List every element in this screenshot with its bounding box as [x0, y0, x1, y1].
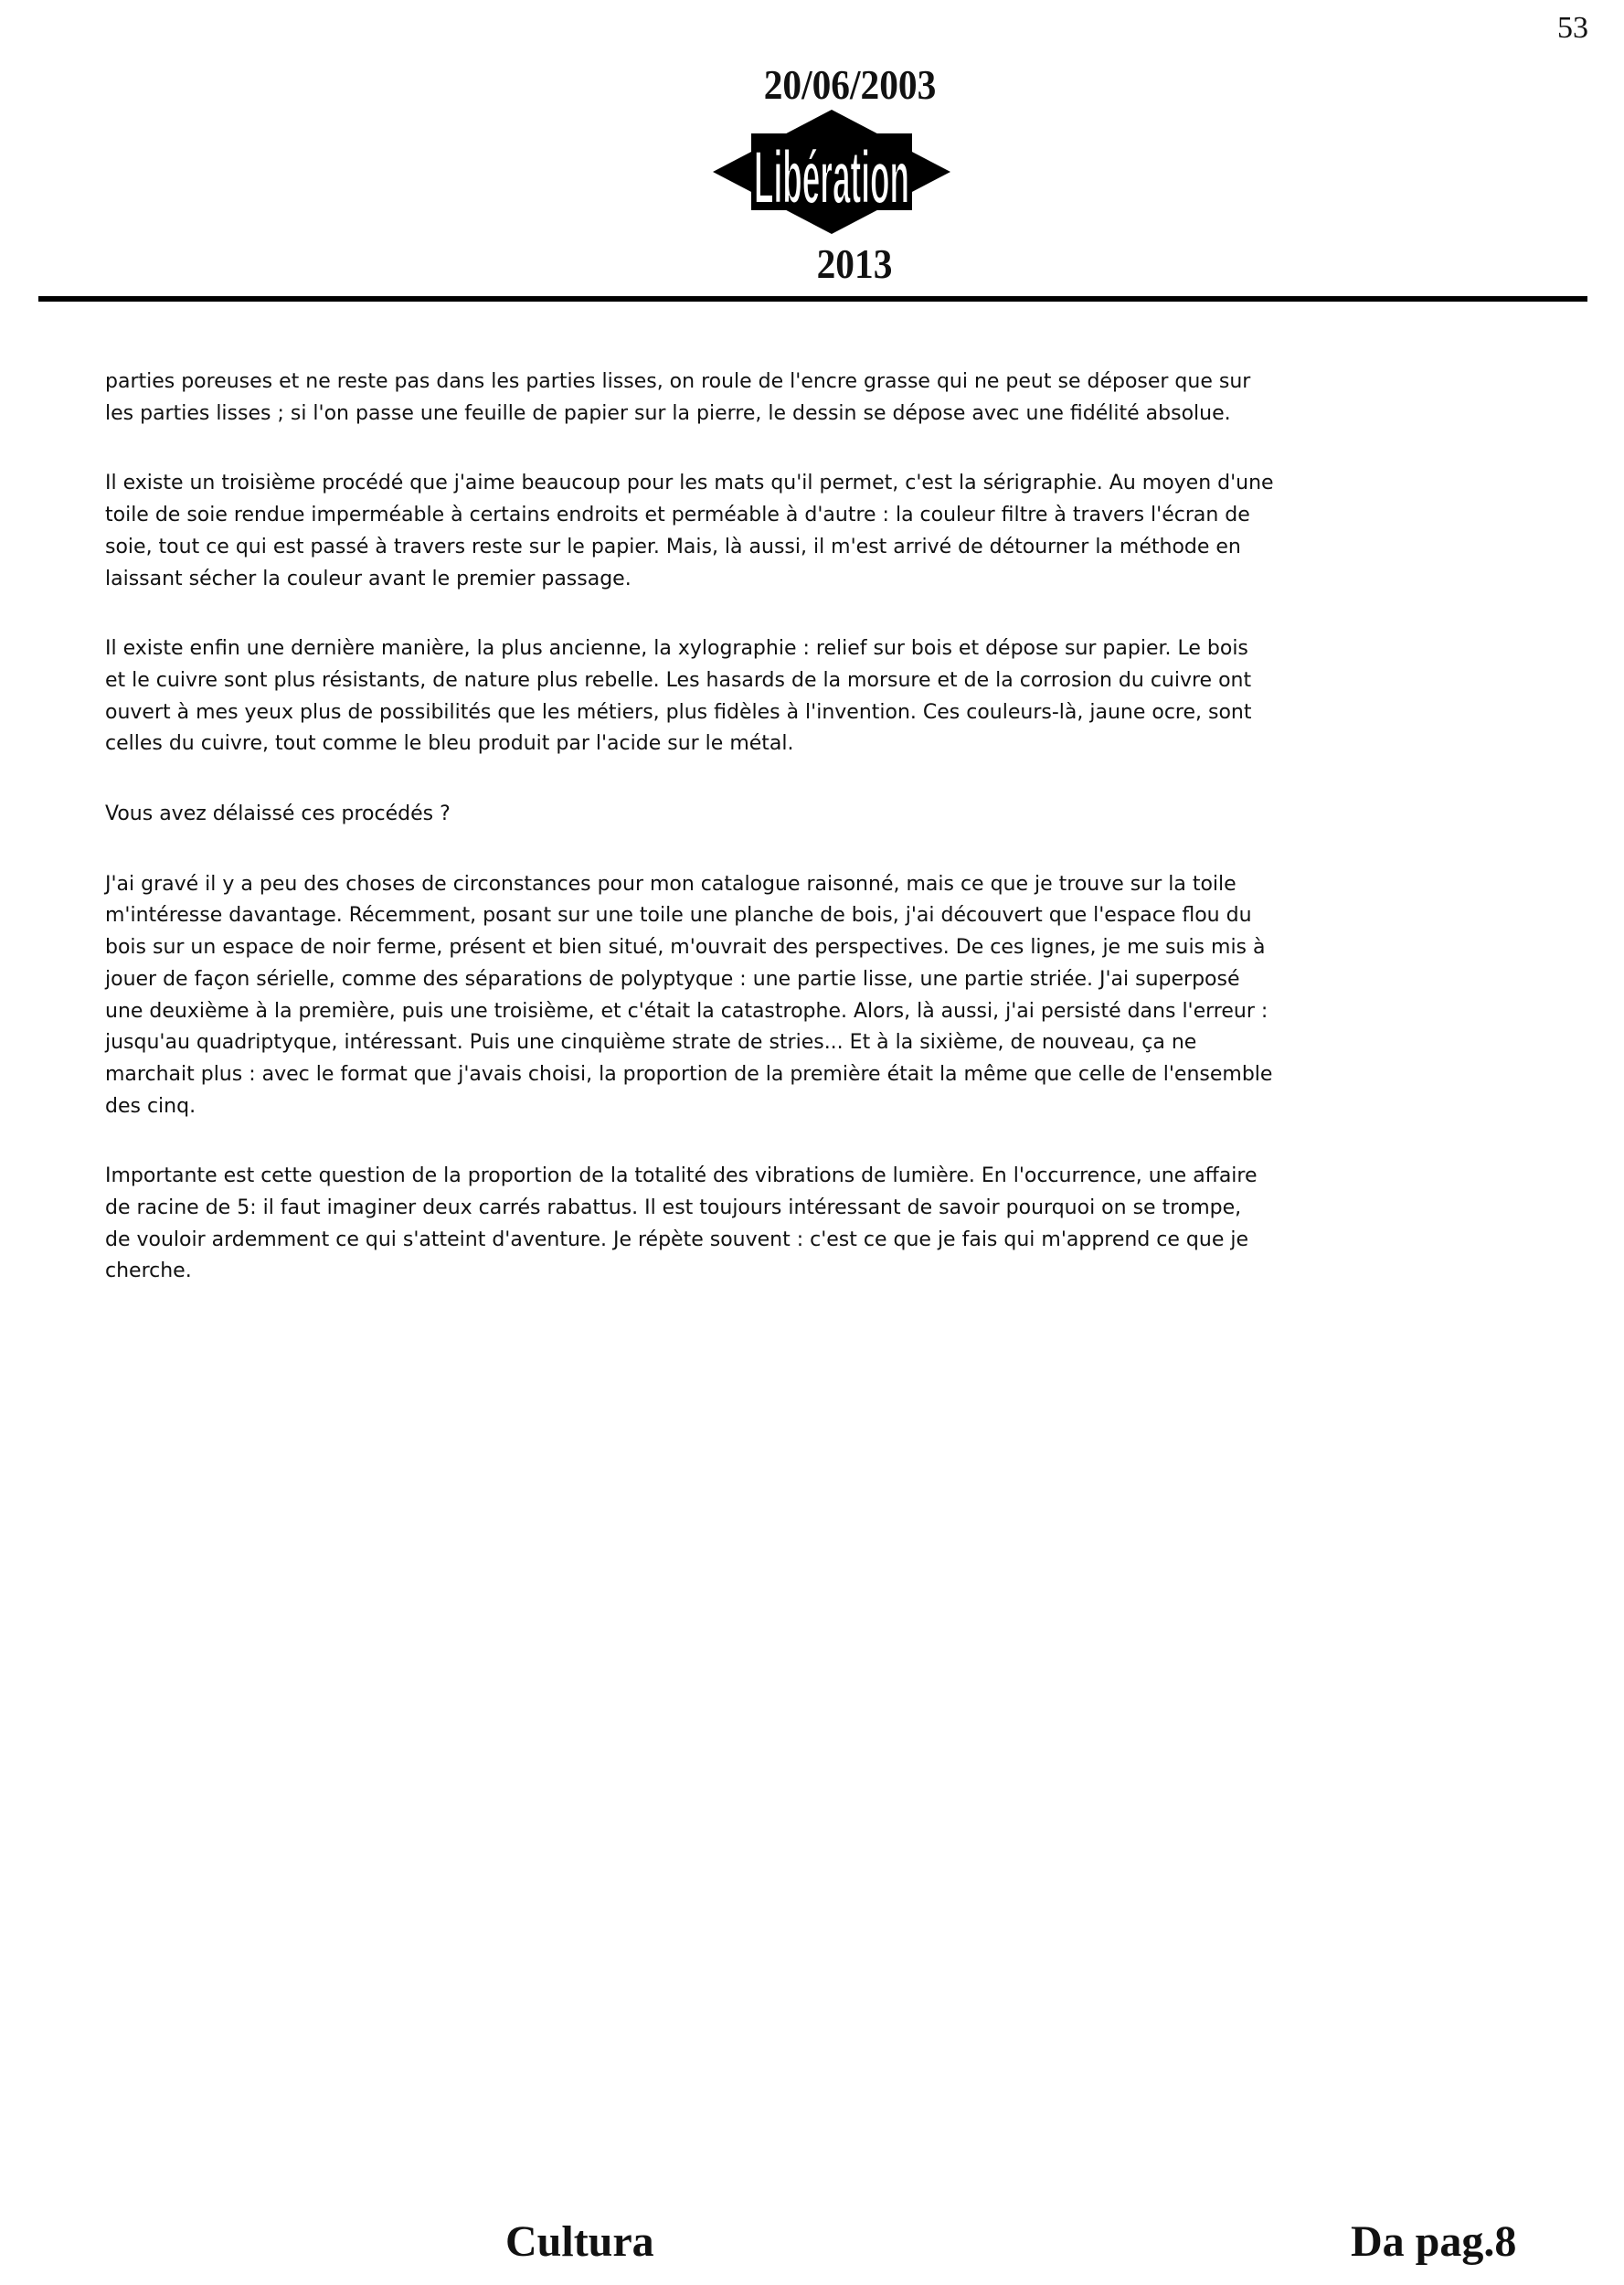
text-line: ouvert à mes yeux plus de possibilités que les métiers, plus fidèles à l'invention. Ces couleurs-là, jaune ocre, sont [105, 700, 1252, 724]
svg-text:Libération: Libération [754, 136, 909, 219]
text-line: une deuxième à la première, puis une troisième, et c'était la catastrophe. Alors, là aussi, j'ai persisté dans l'erreur : [105, 999, 1268, 1023]
article-date: 20/06/2003 [763, 61, 937, 108]
article-paragraph [105, 367, 1274, 430]
footer-page-reference: Da pag.8 [1351, 2217, 1517, 2266]
text-line: celles du cuivre, tout comme le bleu produit par l'acide sur le métal. [105, 732, 794, 756]
text-line: cherche. [105, 1259, 192, 1283]
text-line: laissant sécher la couleur avant le premier passage. [105, 567, 632, 590]
article-paragraph [105, 1161, 1274, 1288]
text-line: soie, tout ce qui est passé à travers reste sur le papier. Mais, là aussi, il m'est arrivé de détourner la méthode en [105, 535, 1241, 558]
article-paragraph [105, 799, 1274, 831]
text-line: jusqu'au quadriptyque, intéressant. Puis une cinquième strate de stries... Et à la sixième, de nouveau, ça ne [105, 1031, 1197, 1055]
text-line: toile de soie rendue imperméable à certains endroits et perméable à d'autre : la couleur filtre à travers l'écran de [105, 504, 1250, 527]
text-line: m'intéresse davantage. Récemment, posant sur une toile une planche de bois, j'ai découvert que l'espace flou du [105, 904, 1252, 928]
page-number: 53 [1557, 11, 1588, 45]
liberation-logo [695, 108, 969, 236]
issue-number: 2013 [816, 240, 893, 287]
text-line: parties poreuses et ne reste pas dans les parties lisses, on roule de l'encre grasse qui ne peut se déposer que sur [105, 370, 1251, 393]
article-body [105, 367, 1274, 1326]
article-paragraph [105, 633, 1274, 760]
header-divider [38, 296, 1587, 302]
text-line: J'ai gravé il y a peu des choses de circonstances pour mon catalogue raisonné, mais ce que je trouve sur la toile [105, 872, 1237, 896]
text-line: de vouloir ardemment ce qui s'atteint d'aventure. Je répète souvent : c'est ce que je fais qui m'apprend ce que je [105, 1228, 1248, 1251]
text-line: Il existe un troisième procédé que j'aime beaucoup pour les mats qu'il permet, c'est la sérigraphie. Au moyen d'une [105, 472, 1274, 495]
text-line: et le cuivre sont plus résistants, de nature plus rebelle. Les hasards de la morsure et de la corrosion du cuivre ont [105, 668, 1252, 692]
article-paragraph [105, 468, 1274, 595]
text-line: bois sur un espace de noir ferme, présent et bien situé, m'ouvrait des perspectives. De ces lignes, je me suis mis à [105, 936, 1266, 960]
text-line: jouer de façon sérielle, comme des séparations de polyptyque : une partie lisse, une partie striée. J'ai superposé [105, 967, 1240, 991]
text-line: Il existe enfin une dernière manière, la plus ancienne, la xylographie : relief sur bois et dépose sur papier. Le bois [105, 637, 1248, 661]
text-line: des cinq. [105, 1094, 196, 1118]
article-paragraph [105, 869, 1274, 1123]
text-line: marchait plus : avec le format que j'avais choisi, la proportion de la première était la même que celle de l'ensemble [105, 1062, 1273, 1086]
text-line: de racine de 5: il faut imaginer deux carrés rabattus. Il est toujours intéressant de savoir pourquoi on se trompe, [105, 1196, 1242, 1220]
text-line: Importante est cette question de la proportion de la totalité des vibrations de lumière. En l'occurrence, une affaire [105, 1164, 1258, 1188]
text-line: les parties lisses ; si l'on passe une feuille de papier sur la pierre, le dessin se dépose avec une fidélité absolue. [105, 401, 1231, 425]
text-line: Vous avez délaissé ces procédés ? [105, 802, 451, 826]
footer-section: Cultura [505, 2217, 654, 2266]
